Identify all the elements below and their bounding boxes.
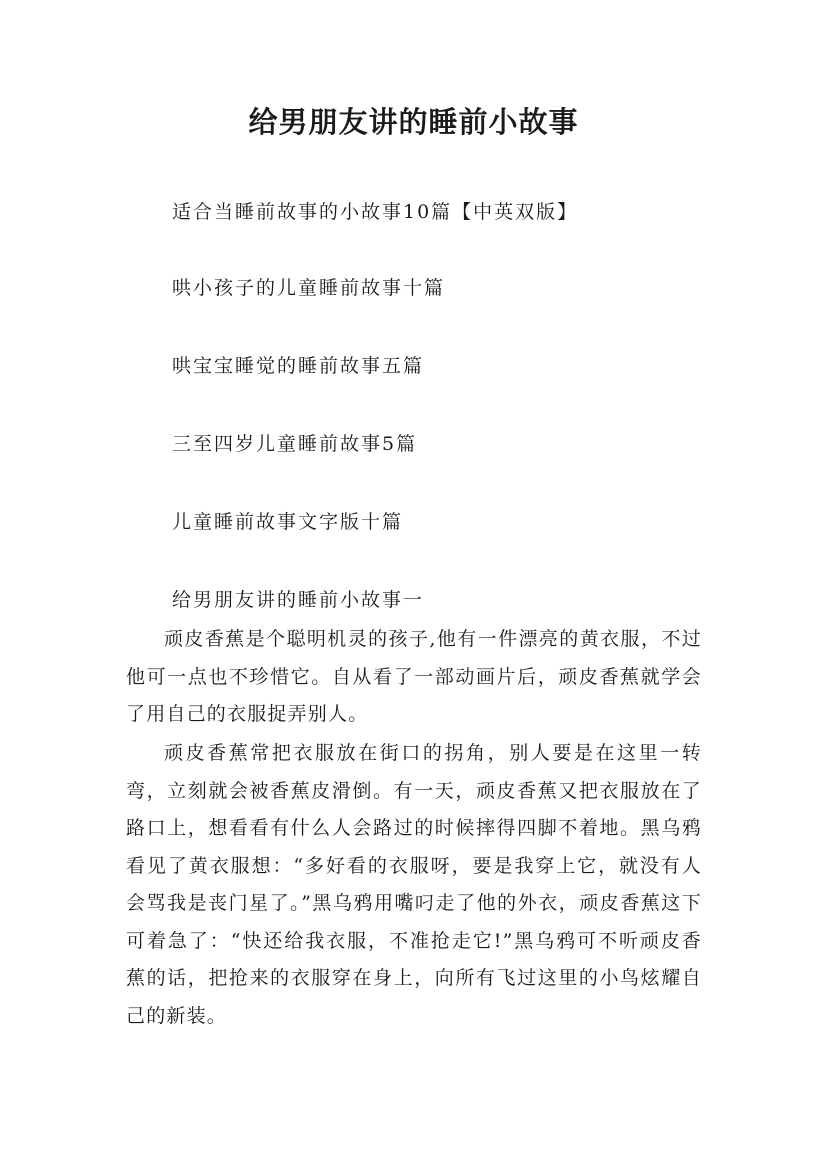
- toc-item: 适合当睡前故事的小故事10篇【中英双版】: [172, 201, 579, 223]
- toc-item: 哄小孩子的儿童睡前故事十篇: [172, 277, 446, 299]
- toc-item: 儿童睡前故事文字版十篇: [172, 511, 404, 533]
- toc-item: 哄宝宝睡觉的睡前故事五篇: [172, 355, 425, 377]
- document-title: 给男朋友讲的睡前小故事: [248, 105, 579, 139]
- story-heading: 给男朋友讲的睡前小故事一: [172, 589, 425, 611]
- toc-item: 三至四岁儿童睡前故事5篇: [172, 433, 418, 455]
- story-paragraph: 顽皮香蕉常把衣服放在街口的拐角，别人要是在这里一转弯，立刻就会被香蕉皮滑倒。有一天，顽皮香蕉又把衣服放在了路口上，想看看有什么人会路过的时候摔得四脚不着地。黑乌鸦看见了黄衣服想：“多好看的衣服呀，要是我穿上它，就没有人会骂我是丧门星了。”黑乌鸦用嘴叼走了他的外衣，顽皮香蕉这下可着急了：“快还给我衣服，不准抢走它!”黑乌鸦可不听顽皮香蕉的话，把抢来的衣服穿在身上，向所有飞过这里的小鸟炫耀自己的新装。: [126, 742, 702, 1027]
- story-paragraph: 顽皮香蕉是个聪明机灵的孩子,他有一件漂亮的黄衣服，不过他可一点也不珍惜它。自从看了一部动画片后，顽皮香蕉就学会了用自己的衣服捉弄别人。: [126, 628, 702, 725]
